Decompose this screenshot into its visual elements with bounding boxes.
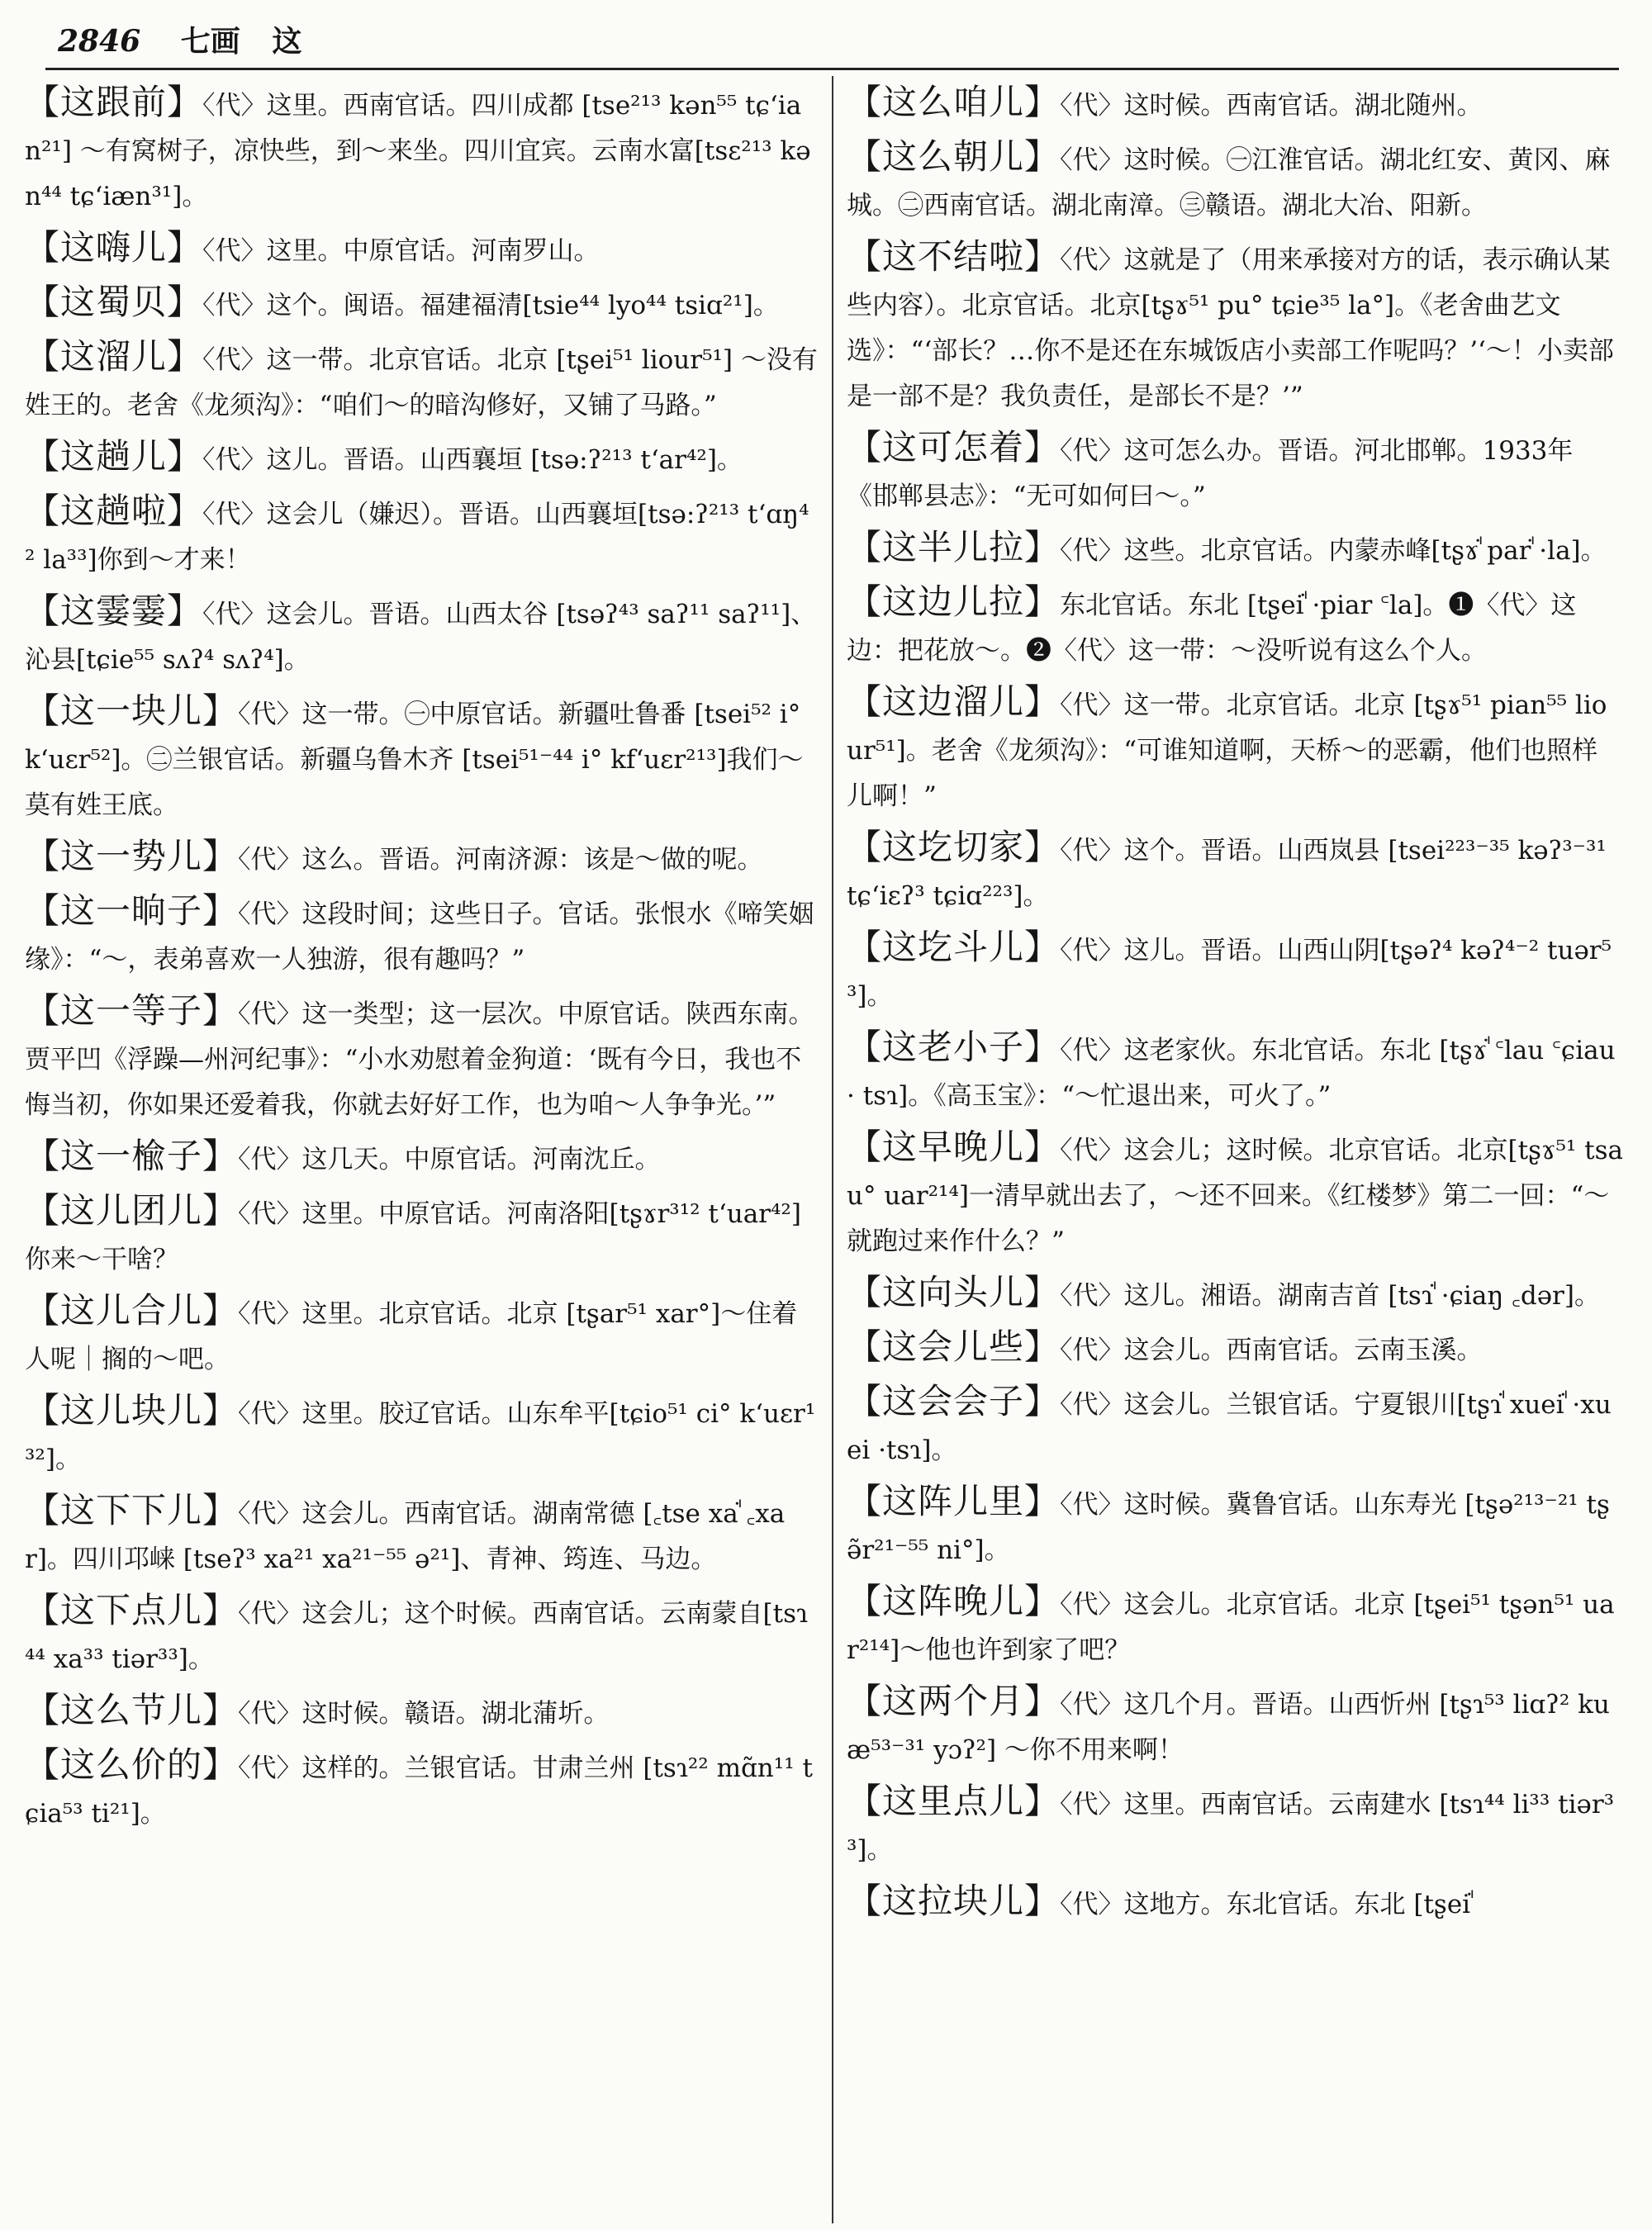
entry-headword: 【这两个月】 bbox=[847, 1681, 1061, 1721]
entry-headword: 【这趟啦】 bbox=[25, 491, 203, 531]
entry-definition: 〈代〉这会儿。西南官话。云南玉溪。 bbox=[1060, 1336, 1483, 1365]
dictionary-entry bbox=[847, 1478, 1623, 1573]
entry-headword: 【这里点儿】 bbox=[847, 1781, 1061, 1821]
entry-definition: 〈代〉这会儿（嫌迟）。晋语。山西襄垣[tsə:ʔ²¹³ tʻɑŋ⁴² la³³]你到～才来！ bbox=[25, 500, 809, 575]
entry-headword: 【这不结啦】 bbox=[847, 236, 1061, 277]
entry-headword: 【这早晚儿】 bbox=[847, 1127, 1061, 1167]
dictionary-entry bbox=[25, 688, 818, 828]
dictionary-entry bbox=[25, 1133, 818, 1183]
entry-headword: 【这一晌子】 bbox=[25, 890, 239, 931]
dictionary-entry bbox=[25, 488, 818, 583]
dictionary-entry bbox=[847, 579, 1623, 674]
dictionary-entry bbox=[847, 824, 1623, 919]
dictionary-entry bbox=[847, 1578, 1623, 1673]
entry-definition: 〈代〉这老家伙。东北官话。东北 [tʂɤꜗ ꜂lau ꜂ɕiau · tsɿ]。《高玉宝》：“～忙退出来，可火了。” bbox=[847, 1036, 1616, 1111]
entry-headword: 【这半儿拉】 bbox=[847, 527, 1061, 567]
dictionary-entry bbox=[25, 888, 818, 983]
entry-definition: 〈代〉这会儿；这时候。北京官话。北京[tʂɤ⁵¹ tsau° uar²¹⁴]一清早就出去了，～还不回来。《红楼梦》第二一回：“～就跑过来作什么？” bbox=[847, 1136, 1623, 1256]
entry-definition: 〈代〉这儿。晋语。山西襄垣 [tsə:ʔ²¹³ tʻar⁴²]。 bbox=[202, 445, 743, 475]
entry-definition: 〈代〉这一带。㊀中原官话。新疆吐鲁番 [tsei⁵² i° kʻuɛr⁵²]。㊁兰银官话。新疆乌鲁木齐 [tsei⁵¹⁻⁴⁴ i° kfʻuɛr²¹³]我们～莫有姓王底。 bbox=[25, 700, 804, 820]
entry-definition: 〈代〉这会儿。北京官话。北京 [tʂei⁵¹ tʂən⁵¹ uar²¹⁴]～他也许到家了吧？ bbox=[847, 1590, 1615, 1665]
entry-headword: 【这跟前】 bbox=[25, 82, 203, 122]
stroke-section: 七画 bbox=[180, 24, 240, 59]
entry-headword: 【这下下儿】 bbox=[25, 1490, 239, 1530]
entry-headword: 【这一势儿】 bbox=[25, 836, 239, 876]
dictionary-entry bbox=[25, 833, 818, 883]
entry-definition: 东北官话。东北 [tʂeiꜗ ·piar ꜂la]。❶〈代〉这边：把花放～。❷〈代〉这一带：～没听说有这么个人。 bbox=[847, 591, 1577, 666]
entry-headword: 【这老小子】 bbox=[847, 1027, 1061, 1067]
entry-definition: 〈代〉这就是了（用来承接对方的话，表示确认某些内容）。北京官话。北京[tʂɤ⁵¹ pu° tɕie³⁵ la°]。《老舍曲艺文选》：“‘部长？…你不是还在东城饭店小卖部工作呢吗？’‘～！小卖部是一部不是？我负责任，是部长不是？’” bbox=[847, 245, 1614, 411]
entry-definition: 〈代〉这时候。㊀江淮官话。湖北红安、黄冈、麻城。㊁西南官话。湖北南漳。㊂赣语。湖北大冶、阳新。 bbox=[847, 145, 1611, 221]
entry-definition: 〈代〉这里。西南官话。云南建水 [tsɿ⁴⁴ li³³ tiər³³]。 bbox=[847, 1790, 1615, 1865]
dictionary-entry bbox=[25, 1742, 818, 1837]
entry-headword: 【这儿合儿】 bbox=[25, 1290, 239, 1331]
entry-definition: 〈代〉这一带。北京官话。北京 [tʂɤ⁵¹ pian⁵⁵ liour⁵¹]。老舍《龙须沟》：“可谁知道啊，天桥～的恶霸，他们也照样儿啊！” bbox=[847, 690, 1607, 811]
dictionary-entry bbox=[847, 924, 1623, 1019]
entry-headword: 【这嗨儿】 bbox=[25, 227, 203, 268]
entry-headword: 【这么节儿】 bbox=[25, 1690, 239, 1730]
dictionary-entry bbox=[847, 1678, 1623, 1773]
entry-headword: 【这么价的】 bbox=[25, 1744, 239, 1785]
entry-headword: 【这一楡子】 bbox=[25, 1136, 239, 1176]
entry-definition: 〈代〉这会儿；这个时候。西南官话。云南蒙自[tsɿ⁴⁴ xa³³ tiər³³]。 bbox=[25, 1599, 809, 1674]
entry-definition: 〈代〉这可怎么办。晋语。河北邯郸。1933年《邯郸县志》：“无可如何曰～。” bbox=[847, 436, 1574, 511]
left-column bbox=[25, 79, 818, 2227]
entry-definition: 〈代〉这几天。中原官话。河南沈丘。 bbox=[238, 1145, 661, 1174]
entry-definition: 〈代〉这时候。西南官话。湖北随州。 bbox=[1060, 91, 1483, 121]
dictionary-entry bbox=[25, 1188, 818, 1283]
page-header bbox=[58, 18, 1611, 64]
entry-headword: 【这边儿拉】 bbox=[847, 581, 1061, 622]
entry-definition: 〈代〉这几个月。晋语。山西忻州 [tʂɿ⁵³ liɑʔ² kuæ⁵³⁻³¹ yɔʔ²] ～你不用来啊！ bbox=[847, 1690, 1610, 1765]
dictionary-entry bbox=[847, 1324, 1623, 1374]
entry-definition: 〈代〉这些。北京官话。内蒙赤峰[tʂɤꜗ parꜗ ·la]。 bbox=[1060, 536, 1607, 566]
dictionary-entry bbox=[847, 425, 1623, 520]
entry-headword: 【这拉块儿】 bbox=[847, 1881, 1061, 1921]
entry-definition: 〈代〉这一带。北京官话。北京 [tʂei⁵¹ liour⁵¹] ～没有姓王的。老舍《龙须沟》：“咱们～的暗沟修好，又铺了马路。” bbox=[25, 345, 818, 420]
dictionary-entry bbox=[25, 988, 818, 1128]
dictionary-entry bbox=[25, 1587, 818, 1682]
entry-definition: 〈代〉这一类型；这一层次。中原官话。陕西东南。贾平凹《浮躁—州河纪事》：“小水劝慰着金狗道：‘既有今日，我也不悔当初，你如果还爱着我，你就去好好工作，也为咱～人争争光。’” bbox=[25, 999, 814, 1120]
entry-headword: 【这下点儿】 bbox=[25, 1590, 239, 1630]
dictionary-entry bbox=[25, 1687, 818, 1737]
entry-headword: 【这么咱儿】 bbox=[847, 82, 1061, 122]
dictionary-entry bbox=[847, 1378, 1623, 1473]
entry-definition: 〈代〉这时候。冀鲁官话。山东寿光 [tʂə²¹³⁻²¹ tʂə̃r²¹⁻⁵⁵ ni°]。 bbox=[847, 1490, 1610, 1565]
entry-definition: 〈代〉这里。中原官话。河南洛阳[tʂɤr³¹² tʻuar⁴²] 你来～干啥？ bbox=[25, 1199, 801, 1274]
entry-definition: 〈代〉这里。西南官话。四川成都 [tse²¹³ kən⁵⁵ tɕʻian²¹] ～有窝树子，凉快些，到～来坐。四川宜宾。云南水富[tsɛ²¹³ kən⁴⁴ tɕʻiæn³¹]。 bbox=[25, 91, 811, 211]
entry-definition: 〈代〉这会儿。西南官话。湖南常德 [꜀tse xaꜗ ꜀xar]。四川邛崃 [tseʔ³ xa²¹ xa²¹⁻⁵⁵ ə²¹]、青神、筠连、马边。 bbox=[25, 1499, 786, 1574]
entry-definition: 〈代〉这会儿。兰银官话。宁夏银川[tʂɿꜗ xueiꜗ ·xuei ·tsɿ]。 bbox=[847, 1390, 1612, 1465]
dictionary-entry bbox=[25, 225, 818, 274]
dictionary-entry bbox=[25, 1288, 818, 1383]
entry-definition: 〈代〉这会儿。晋语。山西太谷 [tsəʔ⁴³ saʔ¹¹ saʔ¹¹]、沁县[tɕie⁵⁵ sʌʔ⁴ sʌʔ⁴]。 bbox=[25, 600, 817, 675]
dictionary-entry bbox=[847, 1124, 1623, 1264]
dictionary-entry bbox=[847, 79, 1623, 129]
entry-definition: 〈代〉这里。北京官话。北京 [tʂar⁵¹ xar°]～住着人呢｜搁的～吧。 bbox=[25, 1299, 798, 1374]
entry-headword: 【这圪切家】 bbox=[847, 827, 1061, 867]
entry-definition: 〈代〉这时候。赣语。湖北蒲圻。 bbox=[238, 1699, 610, 1729]
entry-definition: 〈代〉这儿。晋语。山西山阴[tʂəʔ⁴ kəʔ⁴⁻² tuər⁵³]。 bbox=[847, 936, 1612, 1011]
dictionary-entry bbox=[25, 1388, 818, 1483]
entry-headword: 【这可怎着】 bbox=[847, 427, 1061, 467]
column-divider bbox=[832, 76, 833, 2223]
entry-headword: 【这儿块儿】 bbox=[25, 1390, 239, 1431]
dictionary-entry bbox=[25, 79, 818, 220]
dictionary-entry bbox=[25, 334, 818, 429]
entry-headword: 【这圪斗儿】 bbox=[847, 927, 1061, 967]
entry-headword: 【这阵晚儿】 bbox=[847, 1581, 1061, 1621]
entry-headword: 【这会会子】 bbox=[847, 1381, 1061, 1421]
entry-headword: 【这霎霎】 bbox=[25, 591, 203, 631]
header-character: 这 bbox=[272, 24, 302, 59]
entry-headword: 【这么朝儿】 bbox=[847, 136, 1061, 177]
dictionary-entry bbox=[847, 1878, 1623, 1928]
dictionary-entry bbox=[25, 434, 818, 483]
dictionary-entry bbox=[847, 1024, 1623, 1119]
dictionary-entry bbox=[25, 588, 818, 683]
entry-definition: 〈代〉这么。晋语。河南济源：该是～做的呢。 bbox=[238, 845, 763, 875]
entry-headword: 【这阵儿里】 bbox=[847, 1481, 1061, 1521]
page-number: 2846 bbox=[58, 24, 141, 59]
header-rule bbox=[45, 68, 1619, 70]
entry-definition: 〈代〉这里。中原官话。河南罗山。 bbox=[202, 236, 600, 266]
entry-definition: 〈代〉这个。晋语。山西岚县 [tsei²²³⁻³⁵ kəʔ³⁻³¹ tɕʻiɛʔ³ tɕiɑ²²³]。 bbox=[847, 836, 1607, 911]
dictionary-entry bbox=[25, 1487, 818, 1582]
dictionary-entry bbox=[847, 1269, 1623, 1319]
entry-headword: 【这向头儿】 bbox=[847, 1272, 1061, 1312]
dictionary-entry bbox=[847, 524, 1623, 574]
entry-headword: 【这一等子】 bbox=[25, 990, 239, 1031]
right-column bbox=[847, 79, 1623, 2227]
dictionary-entry bbox=[847, 679, 1623, 819]
entry-headword: 【这一块儿】 bbox=[25, 690, 239, 731]
entry-definition: 〈代〉这个。闽语。福建福清[tsie⁴⁴ lyo⁴⁴ tsiɑ²¹]。 bbox=[202, 291, 779, 320]
entry-definition: 〈代〉这儿。湘语。湖南吉首 [tsɿꜗ ·ɕiaŋ ꜀dər]。 bbox=[1060, 1281, 1600, 1311]
entry-definition: 〈代〉这里。胶辽官话。山东牟平[tɕio⁵¹ ci° kʻuɛr¹³²]。 bbox=[25, 1399, 816, 1474]
entry-headword: 【这溜儿】 bbox=[25, 336, 203, 377]
entry-headword: 【这儿团儿】 bbox=[25, 1190, 239, 1231]
entry-definition: 〈代〉这地方。东北官话。东北 [tʂeiꜗ bbox=[1060, 1890, 1471, 1919]
entry-headword: 【这会儿些】 bbox=[847, 1326, 1061, 1367]
dictionary-entry bbox=[847, 234, 1623, 420]
dictionary-entry bbox=[25, 279, 818, 329]
entry-definition: 〈代〉这样的。兰银官话。甘肃兰州 [tsɿ²² mɑ̃n¹¹ tɕia⁵³ ti²¹]。 bbox=[25, 1753, 813, 1829]
entry-headword: 【这边溜儿】 bbox=[847, 681, 1061, 722]
dictionary-entry bbox=[847, 1778, 1623, 1873]
entry-definition: 〈代〉这段时间；这些日子。官话。张恨水《啼笑姻缘》：“～，表弟喜欢一人独游，很有趣吗？” bbox=[25, 899, 814, 975]
entry-headword: 【这趟儿】 bbox=[25, 436, 203, 477]
dictionary-entry bbox=[847, 134, 1623, 229]
entry-headword: 【这蜀贝】 bbox=[25, 282, 203, 322]
